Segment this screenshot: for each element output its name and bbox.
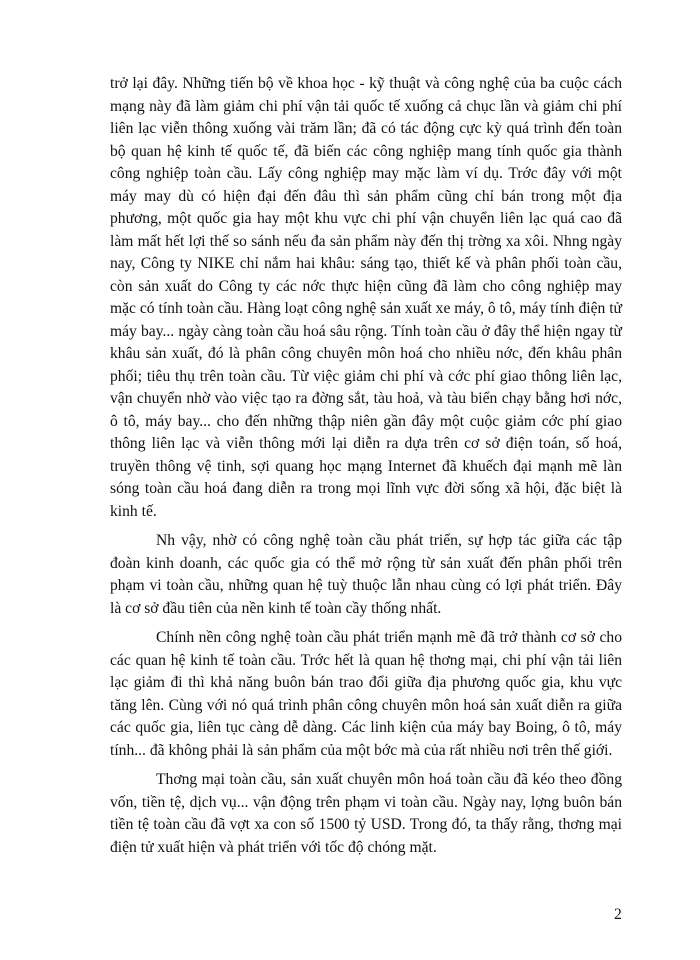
paragraph-4: Thơng mại toàn cầu, sản xuất chuyên môn hoá toàn cầu đã kéo theo đồng vốn, tiền tệ, dịch vụ... vận động trên phạm vi toàn cầu. Ngày nay, lợng buôn bán tiền tệ toàn cầu đã vợt xa con số 1500 tỷ USD. Trong đó, ta thấy rằng, thơng mại điện tử xuất hiện và phát triển với tốc độ chóng mặt. xyxy=(110,771,622,856)
document-page xyxy=(110,73,622,859)
paragraph-3: Chính nền công nghệ toàn cầu phát triển mạnh mẽ đã trở thành cơ sở cho các quan hệ kinh tế toàn cầu. Trớc hết là quan hệ thơng mại, chi phí vận tải liên lạc giảm đi thì khả năng buôn bán trao đổi giữa địa phương quốc gia, khu vực tăng lên. Cùng với nó quá trình phân công chuyên môn hoá sản xuất diễn ra giữa các quốc gia, liên tục càng dễ dàng. Các linh kiện của máy bay Boing, ô tô, máy tính... đã không phải là sản phẩm của một bớc mà của rất nhiều nơi trên thế giới. xyxy=(110,629,622,759)
paragraph-1: trở lại đây. Những tiến bộ về khoa học - kỹ thuật và công nghệ của ba cuộc cách mạng này đã làm giảm chi phí vận tải quốc tế xuống cả chục lần và giảm chi phí liên lạc viễn thông xuống vài trăm lần; đã có tác động cực kỳ quá trình đến toàn bộ quan hệ kinh tế quốc tế, đã biến các công nghiệp mang tính quốc gia thành công nghiệp toàn cầu. Lấy công nghiệp may mặc làm ví dụ. Trớc đây với một máy may dù có hiện đại đến đâu thì sản phẩm cũng chỉ bán trong một địa phương, một quốc gia hay một khu vực chi phí vận chuyển liên lạc quá cao đã làm mất hết lợi thế so sánh nếu đa sản phẩm này đến thị trờng xa xôi. Nhng ngày nay, Công ty NIKE chỉ nắm hai khâu: sáng tạo, thiết kế và phân phối toàn cầu, còn sản xuất do Công ty các nớc thực hiện cũng đã làm cho công nghiệp may mặc có tính toàn cầu. Hàng loạt công nghệ sản xuất xe máy, ô tô, máy tính điện tử máy bay... ngày càng toàn cầu hoá sâu rộng. Tính toàn cầu ở đây thể hiện ngay từ khâu sản xuất, đó là phân công chuyên môn hoá cho nhiều nớc, đến khâu phân phối; tiêu thụ trên toàn cầu. Từ việc giảm chi phí và cớc phí giao thông liên lạc, vận chuyển nhờ vào việc tạo ra đờng sắt, tàu hoả, và tàu biển chạy bằng hơi nớc, ô tô, máy bay... cho đến những thập niên gần đây một cuộc giảm cớc phí giao thông liên lạc và viễn thông mới lại diễn ra dựa trên cơ sở điện toán, số hoá, truyền thông vệ tinh, sợi quang học mạng Internet đã khuếch đại mạnh mẽ làn sóng toàn cầu hoá đang diễn ra trong mọi lĩnh vực đời sống xã hội, đặc biệt là kinh tế. xyxy=(110,75,622,520)
page-number: 2 xyxy=(614,906,622,923)
paragraph-2: Nh vậy, nhờ có công nghệ toàn cầu phát triển, sự hợp tác giữa các tập đoàn kinh doanh, các quốc gia có thể mở rộng từ sản xuất đến phân phối trên phạm vi toàn cầu, những quan hệ tuỳ thuộc lẫn nhau cùng có lợi phát triển. Đây là cơ sở đầu tiên của nền kinh tế toàn cầy thống nhất. xyxy=(110,532,622,617)
